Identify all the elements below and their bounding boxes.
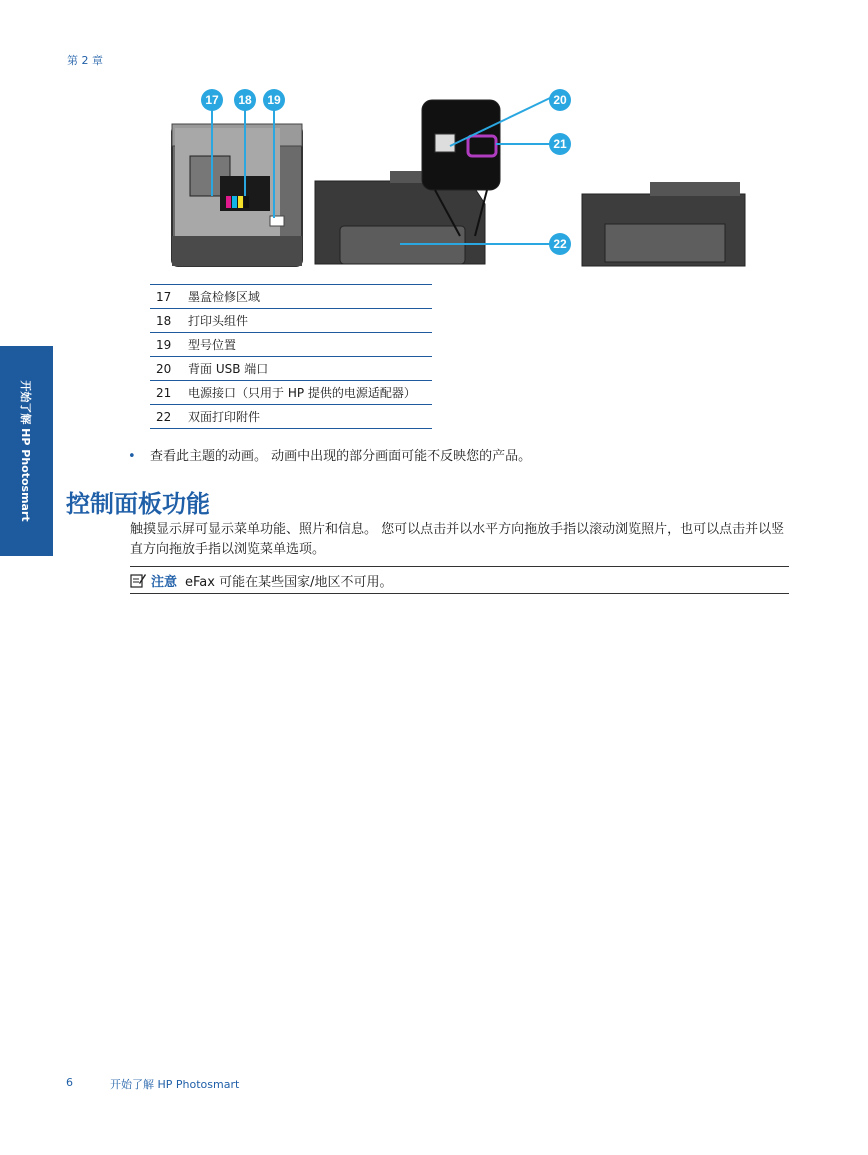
- part-number: 17: [150, 285, 182, 309]
- part-label: 打印头组件: [182, 309, 432, 333]
- ink-cyan: [232, 196, 237, 208]
- printer-right-duplexer: [605, 224, 725, 262]
- bullet-icon: •: [128, 449, 136, 464]
- page-number: 6: [66, 1076, 73, 1089]
- callout-20: 20: [549, 89, 571, 111]
- callout-19: 19: [263, 89, 285, 111]
- table-row: [150, 309, 432, 333]
- ink-yellow: [238, 196, 243, 208]
- footer-title: 开始了解 HP Photosmart: [110, 1078, 240, 1091]
- part-number: 21: [150, 381, 182, 405]
- part-number: 20: [150, 357, 182, 381]
- part-label: 电源接口（只用于 HP 提供的电源适配器）: [182, 381, 432, 405]
- part-label: 型号位置: [182, 333, 432, 357]
- model-label: [270, 216, 284, 226]
- section-title: 控制面板功能: [66, 490, 210, 518]
- table-row: [150, 405, 432, 429]
- callout-17: 17: [201, 89, 223, 111]
- table-row: [150, 333, 432, 357]
- printer-right-top: [650, 182, 740, 196]
- printer-illustration: [150, 86, 750, 276]
- note-text: eFax 可能在某些国家/地区不可用。: [185, 574, 393, 590]
- part-label: 双面打印附件: [182, 405, 432, 429]
- part-label: 墨盒检修区域: [182, 285, 432, 309]
- table-row: [150, 285, 432, 309]
- table-row: [150, 357, 432, 381]
- animation-bullet: [128, 445, 531, 464]
- side-tab: [0, 346, 53, 556]
- part-number: 22: [150, 405, 182, 429]
- port-inset: [422, 100, 500, 190]
- callout-22: 22: [549, 233, 571, 255]
- part-number: 19: [150, 333, 182, 357]
- note-box: [130, 566, 789, 594]
- part-label: 背面 USB 端口: [182, 357, 432, 381]
- bullet-text[interactable]: 查看此主题的动画。 动画中出现的部分画面可能不反映您的产品。: [150, 449, 532, 464]
- usb-port: [435, 134, 455, 152]
- side-tab-label: 开始了解 HP Photosmart: [19, 380, 32, 522]
- printer-front-base: [172, 236, 302, 266]
- parts-table: [150, 284, 432, 429]
- callout-18: 18: [234, 89, 256, 111]
- note-label: 注意: [151, 574, 178, 590]
- printer-figure: [150, 86, 750, 276]
- ink-black: [244, 196, 249, 208]
- callout-21: 21: [549, 133, 571, 155]
- part-number: 18: [150, 309, 182, 333]
- table-row: [150, 381, 432, 405]
- note-pencil-icon: [130, 572, 146, 588]
- section-paragraph: 触摸显示屏可显示菜单功能、照片和信息。 您可以点击并以水平方向拖放手指以滚动浏览照片，也可以点击并以竖直方向拖放手指以浏览菜单选项。: [130, 522, 785, 557]
- ink-magenta: [226, 196, 231, 208]
- chapter-header: 第 2 章: [67, 54, 103, 67]
